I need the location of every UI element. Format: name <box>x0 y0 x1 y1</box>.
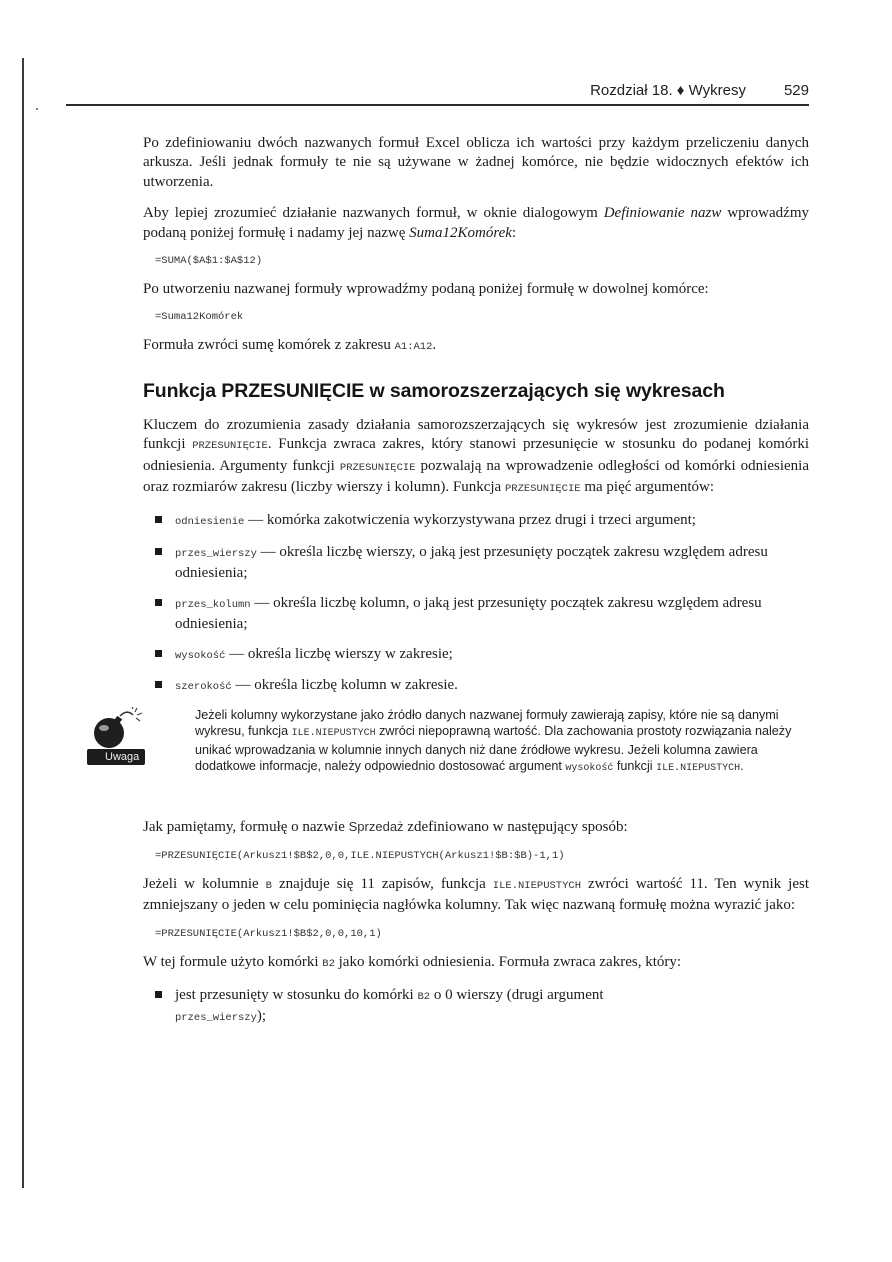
text: Jak pamiętamy, formułę o nazwie <box>143 819 349 836</box>
bullet-square <box>155 991 162 998</box>
text: zwróci niepoprawną wartość. Dla zachowania prostoty rozwiązania należy unikać wprowadzania w kolumnie innych danych niż dane źródłowe wykresu. Jeżeli kolumna zawiera dodatkowe informacje, należy odpowiednio dostosować argument <box>195 724 792 774</box>
code-named-formula: =Suma12Komórek <box>155 311 244 324</box>
paragraph-offset-explained <box>143 416 809 500</box>
paragraph-result <box>143 336 809 357</box>
list-item <box>149 986 809 1029</box>
paragraph-reference-cell <box>143 953 809 974</box>
list-item <box>149 594 809 635</box>
text: zwróci wartość 11. Ten wynik jest zmniejszany o jeden w celu pominięcia nagłówka kolumny. Tak więc nazwaną formułę można wyrazić jako: <box>143 875 810 914</box>
note-text <box>195 707 809 777</box>
bullet-square <box>155 650 162 657</box>
text: W tej formule użyto komórki <box>143 953 323 970</box>
text: Formuła zwróci sumę komórek z zakresu <box>143 337 395 354</box>
note-label: Uwaga <box>87 749 145 765</box>
function-name: ILE.NIEPUSTYCH <box>656 763 741 775</box>
text: Jeżeli kolumny wykorzystane jako źródło danych nazwanej formuły zawierają zapisy, które nie są danymi wykresu, funkcja <box>195 708 779 739</box>
argument-desc: — określa liczbę wierszy w zakresie; <box>225 645 453 662</box>
argument-desc: — określa liczbę kolumn, o jaką jest przesunięty początek zakresu względem adresu odniesienia; <box>175 594 762 633</box>
paragraph-intro: Po zdefiniowaniu dwóch nazwanych formuł Excel oblicza ich wartości przy każdym przeliczeniu danych arkusza. Jeśli jednak formuły te nie są używane w żadnej komórce, nie będzie widocznych efektów ich utworzenia. <box>143 135 809 190</box>
bullet-square <box>155 516 162 523</box>
argument-name: szerokość <box>175 680 232 693</box>
page-number: 529 <box>783 82 809 99</box>
function-name: PRZESUNIĘCIE <box>504 483 581 496</box>
text: ); <box>256 1008 267 1025</box>
text: ma pięć argumentów: <box>580 479 715 496</box>
function-name: ILE.NIEPUSTYCH <box>492 879 582 892</box>
argument-name: przes_kolumn <box>175 598 251 611</box>
code-sum-formula: =SUMA($A$1:$A$12) <box>155 255 263 268</box>
text: . <box>740 759 744 774</box>
argument-desc: — określa liczbę wierszy, o jaką jest przesunięty początek zakresu względem adresu odniesienia; <box>175 543 768 582</box>
list-item <box>149 676 809 697</box>
text: . Funkcja zwraca zakres, który stanowi przesunięcie w stosunku do podanej komórki odniesienia. Argumenty funkcji <box>143 436 809 474</box>
section-heading: Funkcja PRZESUNIĘCIE w samorozszerzających się wykresach <box>143 379 725 402</box>
cell-ref: B2 <box>417 990 431 1003</box>
range-ref: A1:A12 <box>394 341 433 354</box>
bullet-square <box>155 548 162 555</box>
argument-name: przes_wierszy <box>175 547 257 560</box>
argument-desc: — określa liczbę kolumn w zakresie. <box>231 676 458 693</box>
page-body <box>105 134 810 1039</box>
text: jako komórki odniesienia. Formuła zwraca zakres, który: <box>334 953 682 970</box>
text: wprowadźmy podaną poniżej formułę i nadamy jej nazwę <box>143 205 809 241</box>
formula-name: Suma12Komórek <box>409 224 512 241</box>
text: . <box>432 337 437 354</box>
column-ref: B <box>265 879 272 892</box>
note-box <box>87 707 809 807</box>
paragraph-count-explained <box>143 875 809 916</box>
argument-name: przes_wierszy <box>175 1012 257 1025</box>
text: Kluczem do zrozumienia zasady działania samorozszerzających się wykresów jest zrozumienie działania funkcji <box>143 416 809 453</box>
result-list <box>143 986 809 1029</box>
code-offset-formula: =PRZESUNIĘCIE(Arkusz1!$B$2,0,0,ILE.NIEPUSTYCH(Arkusz1!$B:$B)-1,1) <box>155 849 565 862</box>
bullet-square <box>155 599 162 606</box>
argument-name: wysokość <box>175 649 226 662</box>
argument-desc: — komórka zakotwiczenia wykorzystywana przez drugi i trzeci argument; <box>244 512 696 529</box>
function-name: PRZESUNIĘCIE <box>192 440 268 453</box>
text: : <box>511 224 517 241</box>
text: pozwalają na wprowadzenie odległości od komórki odniesienia oraz rozmiarów zakresu (liczby wierszy i kolumn). Funkcja <box>143 457 809 496</box>
function-name: ILE.NIEPUSTYCH <box>291 728 376 740</box>
paragraph-sales-formula <box>143 817 809 837</box>
bullet-square <box>155 681 162 688</box>
running-title: Rozdział 18. ♦ Wykresy <box>590 82 746 99</box>
argument-name: wysokość <box>565 763 614 775</box>
text: o 0 wierszy (drugi argument <box>430 986 604 1003</box>
binding-edge-line <box>22 58 24 1188</box>
formula-name: Sprzedaż <box>348 819 404 835</box>
text: Aby lepiej zrozumieć działanie nazwanych formuł, w oknie dialogowym <box>143 205 604 222</box>
list-item <box>149 543 809 584</box>
paragraph-enter-formula: Po utworzeniu nazwanej formuły wprowadźmy podaną poniżej formułę w dowolnej komórce: <box>143 281 709 298</box>
paragraph-define-name <box>143 204 809 243</box>
list-item <box>149 511 809 532</box>
argument-list <box>143 511 809 697</box>
text: jest przesunięty w stosunku do komórki <box>175 986 418 1003</box>
header-rule <box>66 104 809 106</box>
text: funkcji <box>613 759 657 774</box>
text: Jeżeli w kolumnie <box>143 875 266 892</box>
text: znajduje się 11 zapisów, funkcja <box>271 875 493 892</box>
cell-ref: B2 <box>322 957 335 970</box>
list-item <box>149 645 809 666</box>
dialog-name: Definiowanie nazw <box>603 205 722 222</box>
text: zdefiniowano w następujący sposób: <box>403 819 628 836</box>
argument-name: odniesienie <box>175 516 245 529</box>
function-name: PRZESUNIĘCIE <box>339 461 416 474</box>
scan-speck <box>36 108 38 110</box>
running-header <box>143 82 809 99</box>
code-offset-simplified: =PRZESUNIĘCIE(Arkusz1!$B$2,0,0,10,1) <box>155 927 382 940</box>
